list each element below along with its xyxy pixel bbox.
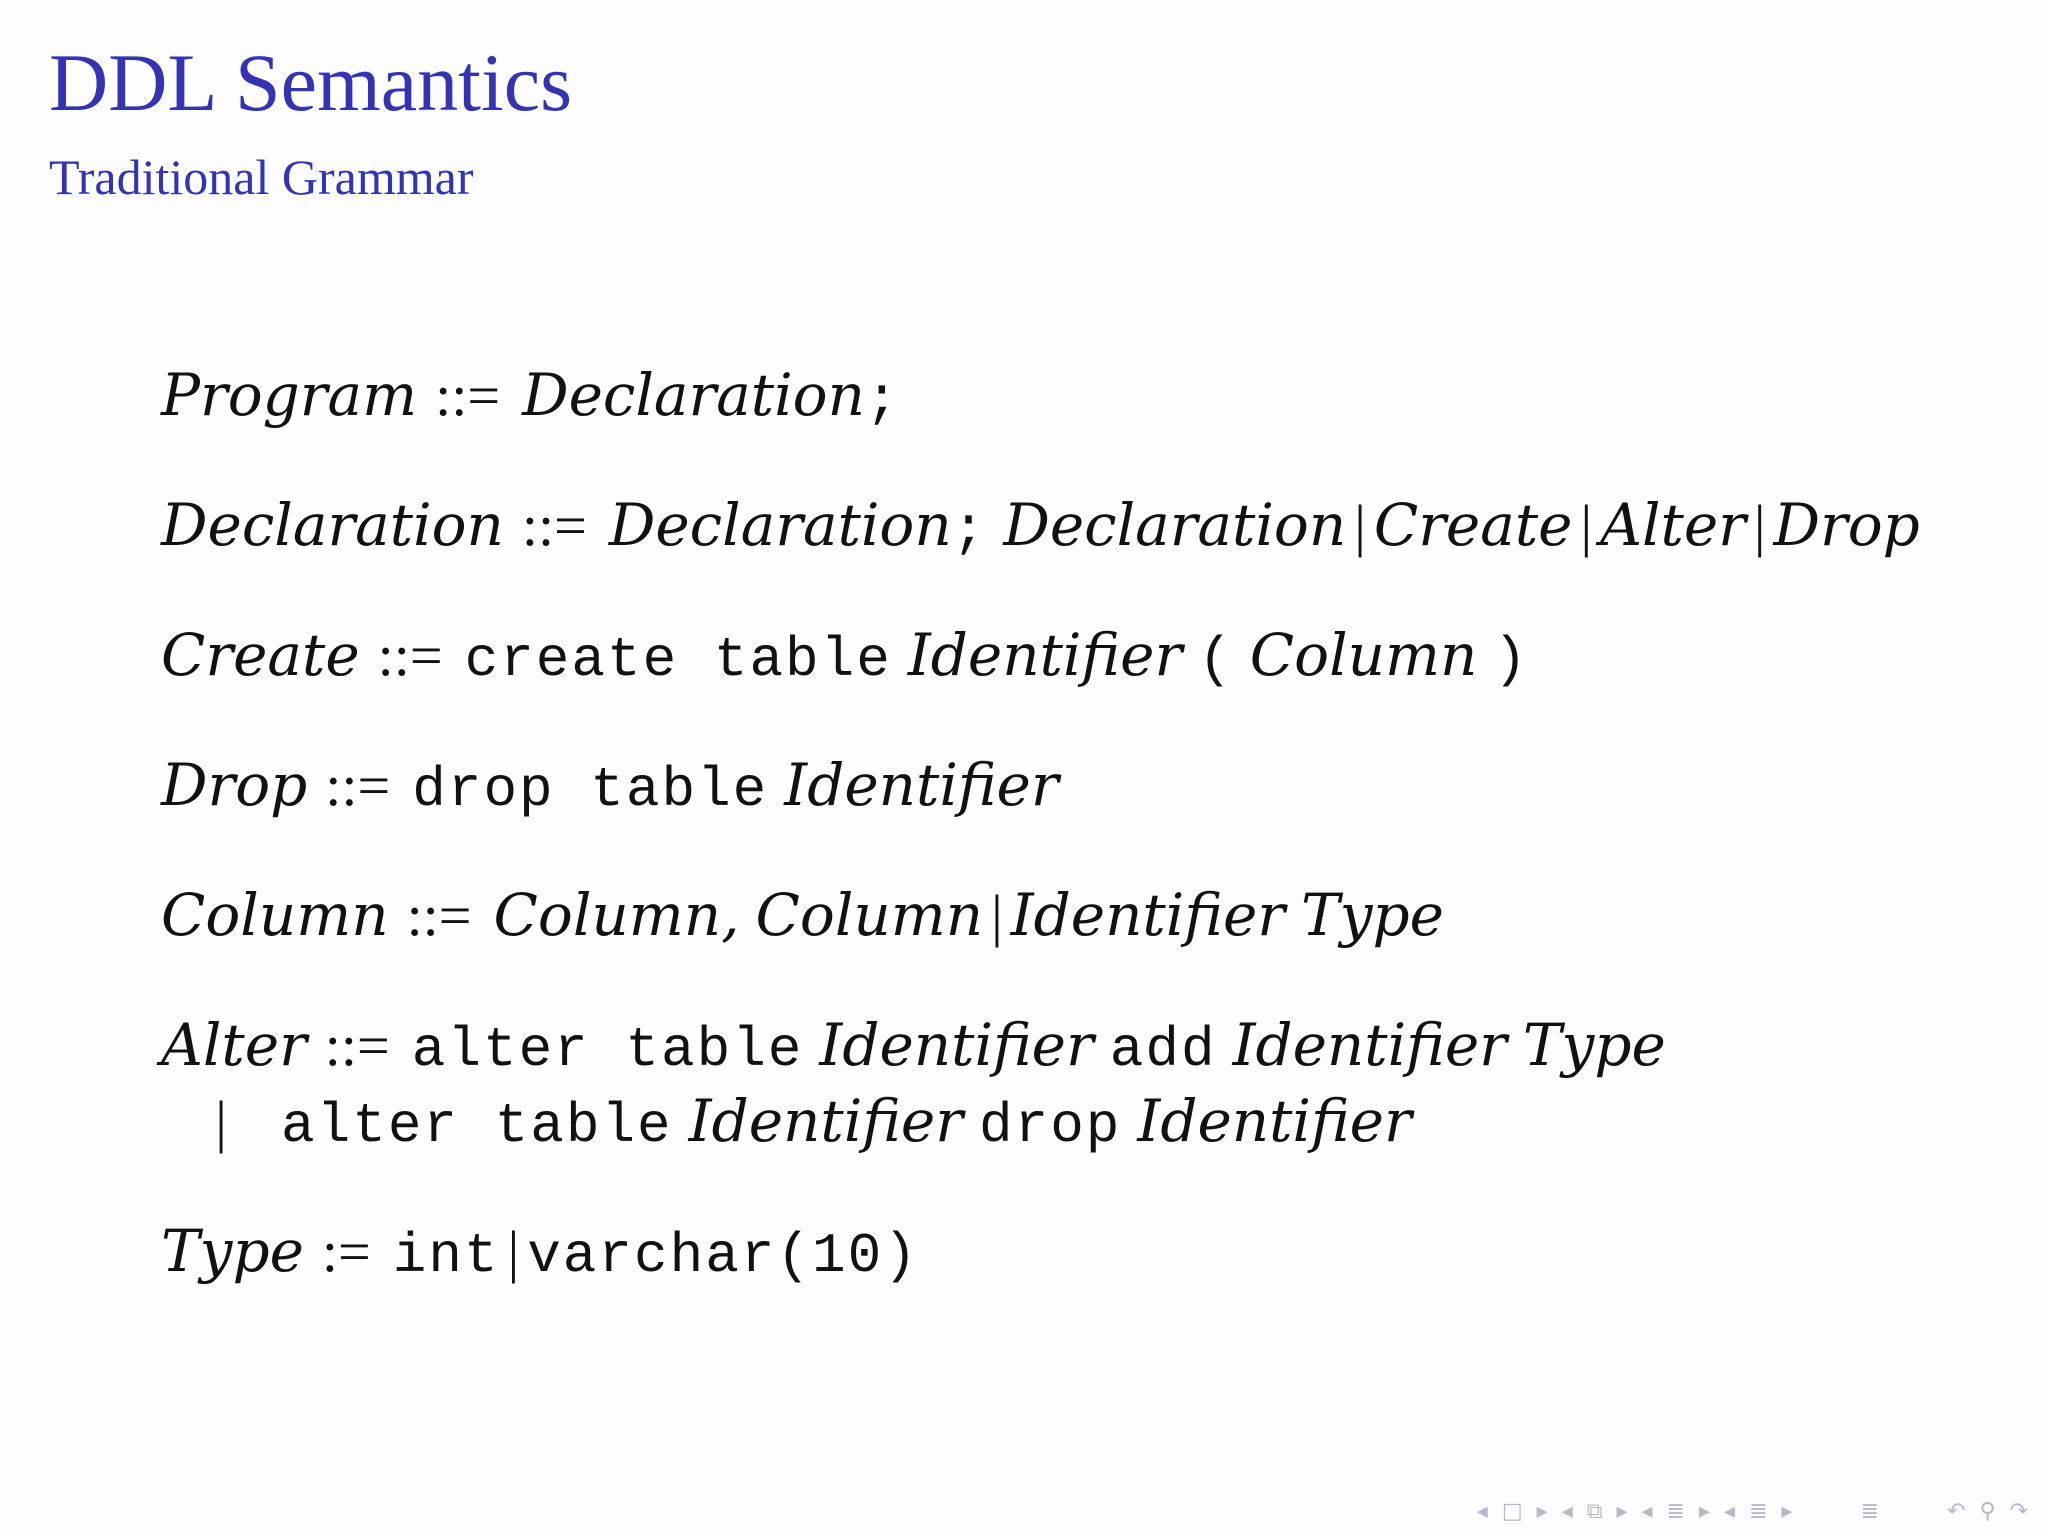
terminal-keyword: add [1109, 1018, 1217, 1082]
nonterminal: Identifier [819, 1011, 1094, 1079]
redo-icon[interactable]: ↷ [2009, 1499, 2028, 1524]
production-operator: ::= [406, 883, 472, 948]
terminal-paren: ) [1493, 628, 1529, 692]
terminal-keyword: alter table [411, 1018, 804, 1082]
slide-title: DDL Semantics [49, 37, 573, 128]
terminal-keyword: varchar(10) [527, 1224, 919, 1288]
terminal-keyword: drop table [412, 758, 769, 822]
subsection-icon[interactable]: ≣ [1749, 1499, 1768, 1524]
alternative-bar: | [507, 1219, 520, 1284]
search-icon[interactable]: ⚲ [1979, 1499, 1996, 1524]
rule-type [161, 1217, 919, 1288]
nonterminal: Program [161, 361, 418, 429]
nonterminal: Declaration [161, 491, 504, 559]
nonterminal: Alter [161, 1011, 307, 1079]
production-operator: ::= [521, 493, 587, 558]
nonterminal: Column [1249, 621, 1478, 689]
alternative-bar: | [991, 883, 1003, 948]
rule-alter [161, 1011, 1666, 1082]
nonterminal: Create [1373, 491, 1573, 559]
nav-next-arrow-icon[interactable]: ▸ [1536, 1499, 1548, 1524]
alternative-bar: | [215, 1089, 227, 1154]
nonterminal: Column [755, 881, 984, 949]
nonterminal: Column [161, 881, 389, 949]
nonterminal: Identifier [1137, 1087, 1412, 1155]
nav-prev-arrow-icon[interactable]: ◂ [1724, 1499, 1736, 1524]
production-operator: ::= [435, 363, 501, 428]
nonterminal: Identifier [688, 1087, 963, 1155]
slide-subtitle: Traditional Grammar [49, 149, 474, 205]
nonterminal: Identifier [1232, 1011, 1507, 1079]
section-icon[interactable]: ≣ [1666, 1499, 1685, 1524]
subsection-icon[interactable]: ⧉ [1586, 1499, 1603, 1524]
nonterminal: Declaration [1003, 491, 1347, 559]
alternative-bar: | [1580, 493, 1593, 558]
production-operator: ::= [377, 623, 443, 688]
nav-prev-arrow-icon[interactable]: ◂ [1476, 1499, 1488, 1524]
terminal-semicolon: ; [864, 368, 901, 432]
rule-drop [161, 751, 1059, 822]
nonterminal: Identifier [784, 751, 1059, 819]
nav-next-arrow-icon[interactable]: ▸ [1616, 1499, 1628, 1524]
production-operator: ::= [325, 753, 391, 818]
undo-icon[interactable]: ↶ [1947, 1499, 1966, 1524]
nonterminal: Column, [493, 881, 740, 949]
nonterminal: Type [1301, 881, 1444, 949]
nonterminal: Type [1522, 1011, 1666, 1079]
align-icon[interactable]: ≣ [1860, 1499, 1879, 1524]
nonterminal: Declaration [608, 491, 952, 559]
production-operator: := [321, 1219, 371, 1284]
terminal-keyword: int [392, 1224, 500, 1288]
rule-column [161, 881, 1444, 949]
production-operator: ::= [324, 1013, 390, 1078]
nonterminal: Declaration [522, 361, 865, 429]
rule-program [161, 361, 901, 432]
nav-next-arrow-icon[interactable]: ▸ [1781, 1499, 1793, 1524]
rule-alter-continuation [161, 1087, 1412, 1158]
nonterminal: Type [161, 1217, 304, 1285]
terminal-keyword: create table [464, 628, 892, 692]
navigation-bar [1477, 1499, 2028, 1524]
nonterminal: Drop [1773, 491, 1920, 559]
frame-icon[interactable]: □ [1501, 1499, 1523, 1524]
nav-next-arrow-icon[interactable]: ▸ [1698, 1499, 1711, 1524]
nonterminal: Create [161, 621, 360, 689]
alternative-bar: | [1354, 493, 1366, 558]
nonterminal: Drop [161, 751, 308, 819]
terminal-keyword: alter table [281, 1094, 673, 1158]
terminal-paren: ( [1198, 628, 1234, 692]
rule-create [161, 621, 1529, 692]
nav-prev-arrow-icon[interactable]: ◂ [1641, 1499, 1653, 1524]
nonterminal: Identifier [1010, 881, 1286, 949]
nonterminal: Alter [1600, 491, 1746, 559]
alternative-bar: | [1753, 493, 1766, 558]
nonterminal: Identifier [907, 621, 1183, 689]
terminal-semicolon: ; [951, 498, 988, 562]
rule-declaration [161, 491, 1920, 562]
nav-prev-arrow-icon[interactable]: ◂ [1561, 1499, 1573, 1524]
terminal-keyword: drop [978, 1094, 1122, 1158]
